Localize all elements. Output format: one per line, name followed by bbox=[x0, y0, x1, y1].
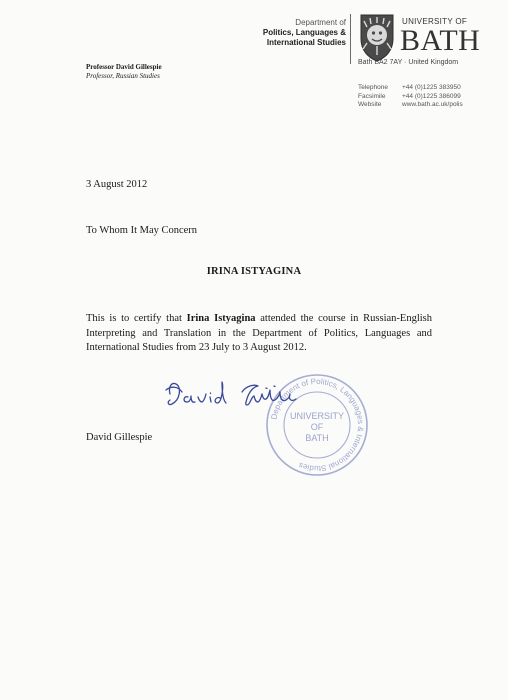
facsimile-row bbox=[358, 93, 463, 102]
university-crest-logo bbox=[358, 13, 396, 63]
department-line-3: International Studies bbox=[266, 38, 346, 47]
paragraph-student-name: Irina Istyagina bbox=[186, 313, 256, 324]
paragraph-text-1: This is to certify that bbox=[86, 313, 187, 324]
sender-block bbox=[86, 63, 162, 81]
website-row bbox=[358, 101, 463, 110]
facsimile-number: +44 (0)1225 386099 bbox=[402, 92, 461, 100]
facsimile-label: Facsimile bbox=[358, 92, 386, 100]
university-name: BATH bbox=[400, 24, 481, 57]
telephone-label: Telephone bbox=[358, 84, 388, 91]
stamp-center-line-1: UNIVERSITY bbox=[289, 411, 345, 421]
contact-details bbox=[358, 84, 463, 110]
stamp-center-line-3: BATH bbox=[305, 433, 329, 443]
paragraph-text-2: attended the course in Russian-English Interpreting and Translation in the Department of Politics, Languages and International Studies from 23 July to 3 August 2012. bbox=[86, 313, 432, 353]
department-line-1: Department of bbox=[295, 18, 346, 27]
letter-heading: IRINA ISTYAGINA bbox=[206, 266, 302, 277]
stamp-center-line-2: OF bbox=[310, 422, 324, 432]
salutation: To Whom It May Concern bbox=[86, 225, 198, 236]
sender-title: Professor, Russian Studies bbox=[86, 72, 160, 80]
letterhead-divider bbox=[350, 14, 351, 64]
handwritten-signature bbox=[162, 372, 312, 416]
department-line-2: Politics, Languages & bbox=[262, 28, 346, 37]
telephone-number: +44 (0)1225 383950 bbox=[402, 84, 461, 91]
telephone-row bbox=[358, 84, 463, 93]
university-address: Bath BA2 7AY · United Kingdom bbox=[358, 59, 459, 66]
certificate-paragraph bbox=[86, 312, 432, 356]
stamp-ring-text: Department of Politics, Languages & International Studies bbox=[269, 376, 366, 474]
website-label: Website bbox=[358, 101, 382, 108]
university-of-label: UNIVERSITY OF bbox=[402, 17, 468, 26]
department-name bbox=[206, 18, 346, 48]
sender-name: Professor David Gillespie bbox=[86, 63, 162, 71]
signatory-name: David Gillespie bbox=[86, 432, 153, 443]
website-url: www.bath.ac.uk/polis bbox=[402, 101, 463, 108]
letter-date: 3 August 2012 bbox=[86, 179, 148, 190]
